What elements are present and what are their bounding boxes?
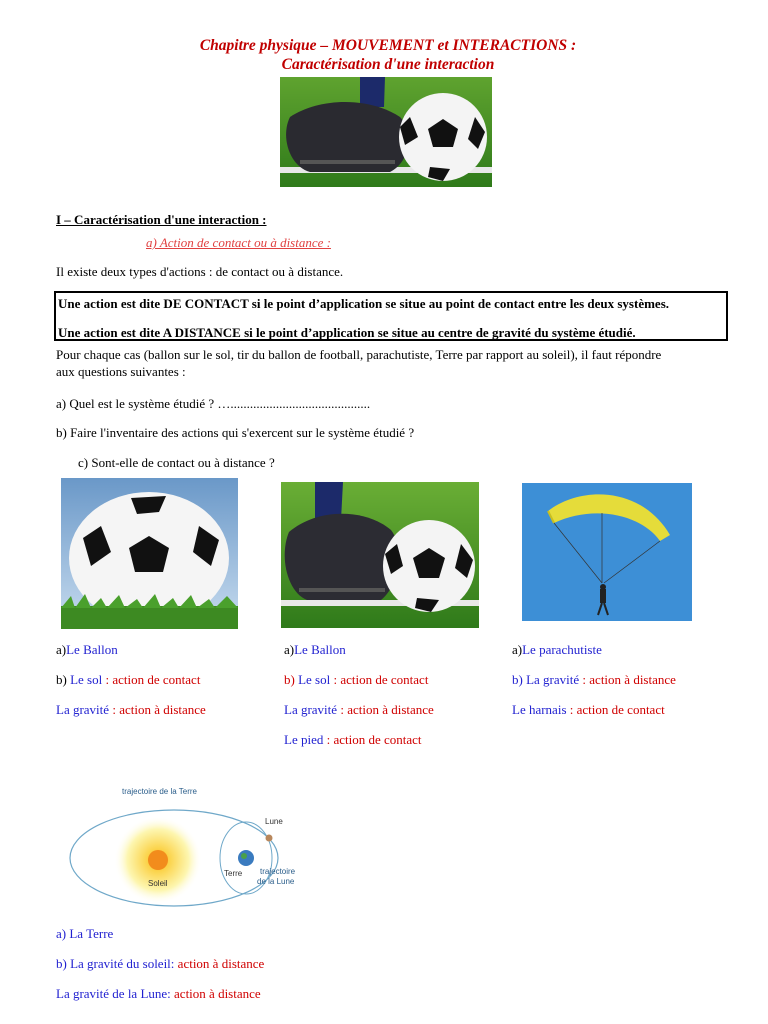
section-subheading: a) Action de contact ou à distance : — [146, 235, 331, 250]
case4-force2: La gravité de la Lune: action à distance — [56, 986, 261, 1001]
case3-force1: b) La gravité : action à distance — [512, 672, 676, 687]
label-sun: Soleil — [148, 879, 168, 888]
label-moon: Lune — [265, 817, 283, 826]
case1-force1: b) Le sol : action de contact — [56, 672, 201, 687]
ball-on-grass-image — [61, 478, 238, 629]
parachutist-image — [522, 483, 692, 621]
case3-force2: Le harnais : action de contact — [512, 702, 665, 717]
case4-system: a) La Terre — [56, 926, 114, 941]
header-football-kick-image — [280, 77, 492, 187]
instructions-line-2: aux questions suivantes : — [56, 364, 186, 379]
question-b: b) Faire l'inventaire des actions qui s'exercent sur le système étudié ? — [56, 425, 415, 440]
label-earth: Terre — [224, 869, 243, 878]
question-c: c) Sont-elle de contact ou à distance ? — [78, 455, 275, 470]
instructions-line-1: Pour chaque cas (ballon sur le sol, tir du ballon de football, parachutiste, Terre par rapport au soleil), il faut répondre — [56, 347, 662, 362]
definition-distance: Une action est dite A DISTANCE si le point d’application se situe au centre de gravité du système étudié. — [58, 325, 636, 340]
case4-force1: b) La gravité du soleil: action à distance — [56, 956, 265, 971]
case3-system: a)Le parachutiste — [512, 642, 602, 657]
case2-system: a)Le Ballon — [284, 642, 346, 657]
case2-force2: La gravité : action à distance — [284, 702, 434, 717]
question-a: a) Quel est le système étudié ? …........................................... — [56, 396, 371, 411]
case1-system: a)Le Ballon — [56, 642, 118, 657]
football-kick-image — [281, 482, 479, 628]
title-line-2: Caractérisation d'une interaction — [281, 56, 495, 73]
title-line-1: Chapitre physique – MOUVEMENT et INTERACTIONS : — [199, 37, 577, 54]
label-trajectory-moon-1: trajectoire — [260, 867, 296, 876]
section-heading: I – Caractérisation d'une interaction : — [56, 212, 267, 227]
intro-text: Il existe deux types d'actions : de contact ou à distance. — [56, 264, 344, 279]
case1-force2: La gravité : action à distance — [56, 702, 206, 717]
case2-force1: b) Le sol : action de contact — [284, 672, 429, 687]
earth-sun-moon-diagram — [64, 778, 310, 918]
definition-contact: Une action est dite DE CONTACT si le point d’application se situe au point de contact entre les deux systèmes. — [58, 296, 669, 311]
label-trajectory-moon-2: de la Lune — [257, 877, 295, 886]
case2-force3: Le pied : action de contact — [284, 732, 422, 747]
label-trajectory-earth: trajectoire de la Terre — [122, 787, 197, 796]
